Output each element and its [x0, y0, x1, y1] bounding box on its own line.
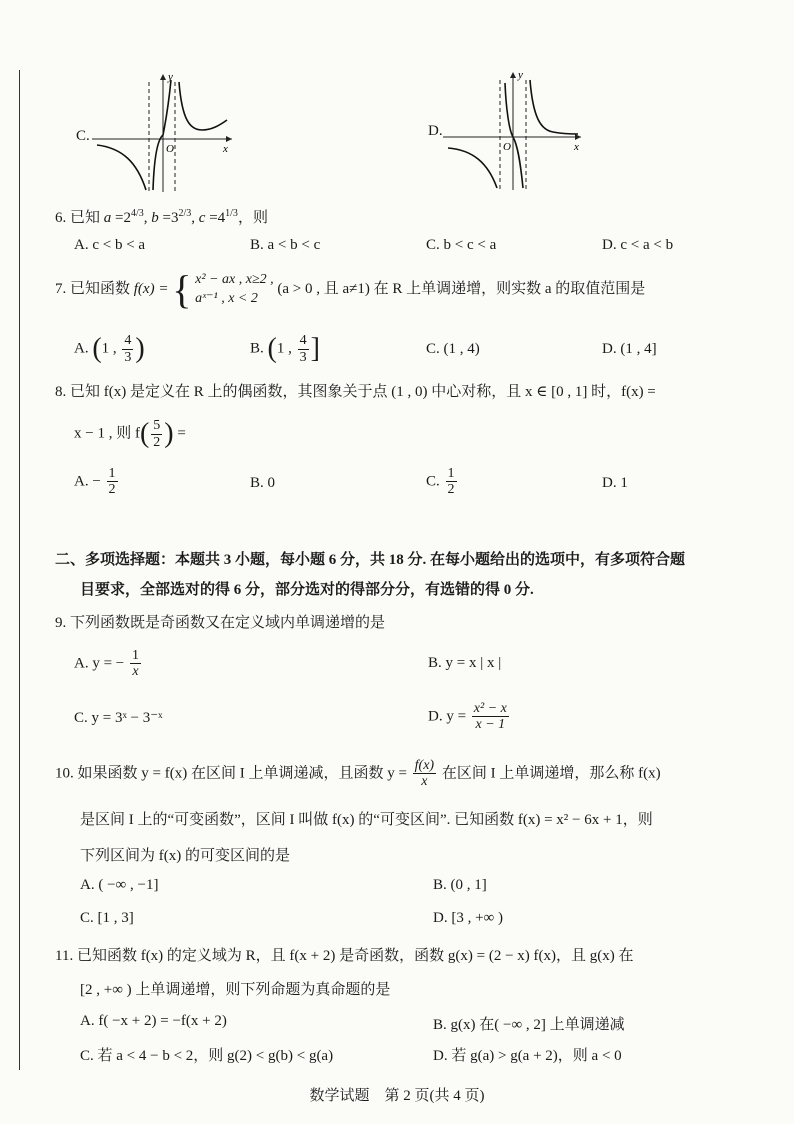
q8-stem-line1: 8. 已知 f(x) 是定义在 R 上的偶函数，其图象关于点 (1 , 0) 中心对称，且 x ∈ [0 , 1] 时，f(x) = [55, 384, 656, 400]
q8-option-a-frac [107, 466, 118, 498]
q8-option-a-label: A. − [74, 473, 101, 490]
q7-piece-2: aˣ⁻¹ , x < 2 [195, 290, 258, 306]
q11-option-d: D. 若 g(a) > g(a + 2)，则 a < 0 [433, 1048, 622, 1064]
q6-var-c: c [198, 210, 206, 226]
q10-frac-den: x [421, 774, 428, 790]
q8-option-c-frac [446, 466, 457, 498]
q8-lparen: ( [139, 418, 150, 449]
q7-option-d: D. (1 , 4] [602, 341, 657, 357]
q7-option-a-val: 1 , [101, 340, 117, 357]
q8-option-a-den: 2 [108, 482, 116, 498]
q6-option-b: B. a < b < c [250, 237, 321, 253]
q6-c-exp: 1/3 [225, 208, 238, 219]
q7-option-b-lparen: ( [267, 333, 277, 364]
q10-option-c: C. [1 , 3] [80, 910, 134, 926]
q11-stem-line1: 11. 已知函数 f(x) 的定义域为 R，且 f(x + 2) 是奇函数，函数 g(x) = (2 − x) f(x)，且 g(x) 在 [55, 948, 634, 964]
q6-stem-suffix: ，则 [237, 210, 268, 226]
q9-option-d-label: D. y = [428, 708, 467, 725]
q6-a-exp: 4/3 [130, 208, 144, 219]
q7-option-a [74, 333, 145, 365]
q10-frac-num: f(x) [414, 758, 435, 773]
q7-option-b-den: 3 [299, 349, 307, 365]
q7-piece-1: x² − ax , x≥2 , [195, 271, 274, 287]
q7-option-a-lparen: ( [92, 333, 102, 364]
q6-b-base: 3 [170, 210, 179, 226]
q8-option-c-num: 1 [447, 466, 455, 481]
q7-option-b-val: 1 , [276, 340, 292, 357]
q10-frac [413, 758, 436, 790]
q10-option-d: D. [3 , +∞ ) [433, 910, 503, 926]
q7-fx: f(x) = [133, 280, 169, 297]
q7-stem-prefix: 7. 已知函数 [55, 280, 131, 297]
graph-d-y-label: y [518, 69, 523, 81]
q6-var-a: a [103, 210, 112, 226]
q6-c-base: 4 [217, 210, 226, 226]
q8-frac-num: 5 [153, 418, 161, 434]
q8-option-c-label: C. [426, 473, 440, 490]
q9-option-d-frac [472, 701, 509, 733]
q7-stem [55, 266, 645, 313]
graph-c [92, 70, 237, 195]
q7-option-b-rbracket: ] [310, 333, 320, 364]
q8-option-d: D. 1 [602, 475, 628, 491]
q7-option-c: C. (1 , 4) [426, 341, 480, 357]
graph-c-label: C. [76, 128, 90, 144]
graph-c-origin: O [166, 143, 174, 155]
q6-eq-b: = [162, 210, 171, 226]
section2-heading-line1: 二、多项选择题：本题共 3 小题，每小题 6 分，共 18 分. 在每小题给出的选项中，有多项符合题 [55, 552, 686, 568]
binding-margin-line [19, 70, 20, 1070]
q7-option-a-label: A. [74, 340, 89, 357]
q6-option-a: A. c < b < a [74, 237, 146, 253]
graph-d [443, 68, 588, 193]
q6-option-c: C. b < c < a [426, 237, 497, 253]
q7-piecewise [195, 271, 273, 309]
q6-var-b: b [151, 210, 159, 226]
q8-frac [151, 418, 162, 450]
q9-option-d-den: x − 1 [475, 717, 506, 733]
q8-line2-suffix: = [177, 425, 186, 442]
q9-option-d-num: x² − x [473, 701, 507, 716]
q8-option-c-den: 2 [447, 482, 455, 498]
q6-eq-c: = [209, 210, 218, 226]
q6-stem-prefix: 6. 已知 [55, 210, 101, 226]
q6-stem: 6. 已知 $a =2^{4/3}$, $b =3^{2/3}$, $c =4^{1/3}$，则 [55, 208, 268, 226]
q9-option-c: C. y = 3ˣ − 3⁻ˣ [74, 710, 163, 726]
section2-heading-line2: 目要求，全部选对的得 6 分，部分选对的得部分分，有选错的得 0 分. [80, 582, 534, 598]
q7-option-b-num: 4 [299, 333, 307, 349]
q10-line1-prefix: 10. 如果函数 y = f(x) 在区间 I 上单调递减，且函数 y = [55, 765, 407, 782]
q11-option-b: B. g(x) 在( −∞ , 2] 上单调递减 [433, 1017, 625, 1033]
q7-option-b-label: B. [250, 340, 264, 357]
q7-option-b-frac [298, 333, 309, 365]
q11-stem-line2: [2 , +∞ ) 上单调递增，则下列命题为真命题的是 [80, 982, 391, 998]
graph-d-label: D. [428, 123, 443, 139]
graph-d-origin: O [503, 141, 511, 153]
q11-option-c: C. 若 a < 4 − b < 2，则 g(2) < g(b) < g(a) [80, 1048, 334, 1064]
q8-stem-line2 [74, 418, 186, 450]
q9-option-a-frac [130, 648, 141, 680]
q8-option-a-num: 1 [108, 466, 116, 481]
q8-line2-prefix: x − 1 , 则 f [74, 425, 140, 442]
q7-option-a-frac [122, 333, 133, 365]
q10-stem-line3: 下列区间为 f(x) 的可变区间的是 [80, 848, 290, 864]
q6-option-d: D. c < a < b [602, 237, 674, 253]
q11-option-a: A. f( −x + 2) = −f(x + 2) [80, 1013, 227, 1029]
q9-option-d [428, 701, 511, 733]
graph-d-x-label: x [574, 141, 579, 153]
q8-rparen: ) [164, 418, 174, 449]
q8-frac-den: 2 [153, 434, 161, 450]
graph-c-x-label: x [223, 143, 228, 155]
q9-option-b: B. y = x | x | [428, 655, 502, 671]
page-footer: 数学试题 第 2 页(共 4 页) [309, 1088, 485, 1104]
graph-c-y-label: y [168, 71, 173, 83]
q9-option-a-num: 1 [132, 648, 140, 663]
q6-b-exp: 2/3 [178, 208, 192, 219]
q9-option-a-den: x [132, 664, 139, 680]
q6-a-base: 2 [123, 210, 131, 226]
q10-stem-line2: 是区间 I 上的“可变函数”，区间 I 叫做 f(x) 的“可变区间”. 已知函数 f(x) = x² − 6x + 1，则 [80, 812, 653, 828]
q7-option-a-den: 3 [124, 349, 132, 365]
q8-option-c [426, 466, 459, 498]
q7-option-a-num: 4 [124, 333, 132, 349]
q8-option-b: B. 0 [250, 475, 276, 491]
q7-stem-suffix: (a > 0 , 且 a≠1) 在 R 上单调递增，则实数 a 的取值范围是 [277, 280, 646, 297]
q8-option-a [74, 466, 120, 498]
q9-option-a [74, 648, 143, 680]
q7-option-b [250, 333, 320, 365]
q7-option-a-rparen: ) [135, 333, 145, 364]
q9-stem: 9. 下列函数既是奇函数又在定义域内单调递增的是 [55, 615, 386, 631]
q6-eq-a: = [115, 210, 124, 226]
q10-stem-line1 [55, 758, 661, 790]
q10-option-a: A. ( −∞ , −1] [80, 877, 159, 893]
q10-option-b: B. (0 , 1] [433, 877, 487, 893]
q9-option-a-label: A. y = − [74, 655, 125, 672]
q7-brace: { [172, 267, 192, 312]
q10-line1-suffix: 在区间 I 上单调递增，那么称 f(x) [441, 765, 661, 782]
